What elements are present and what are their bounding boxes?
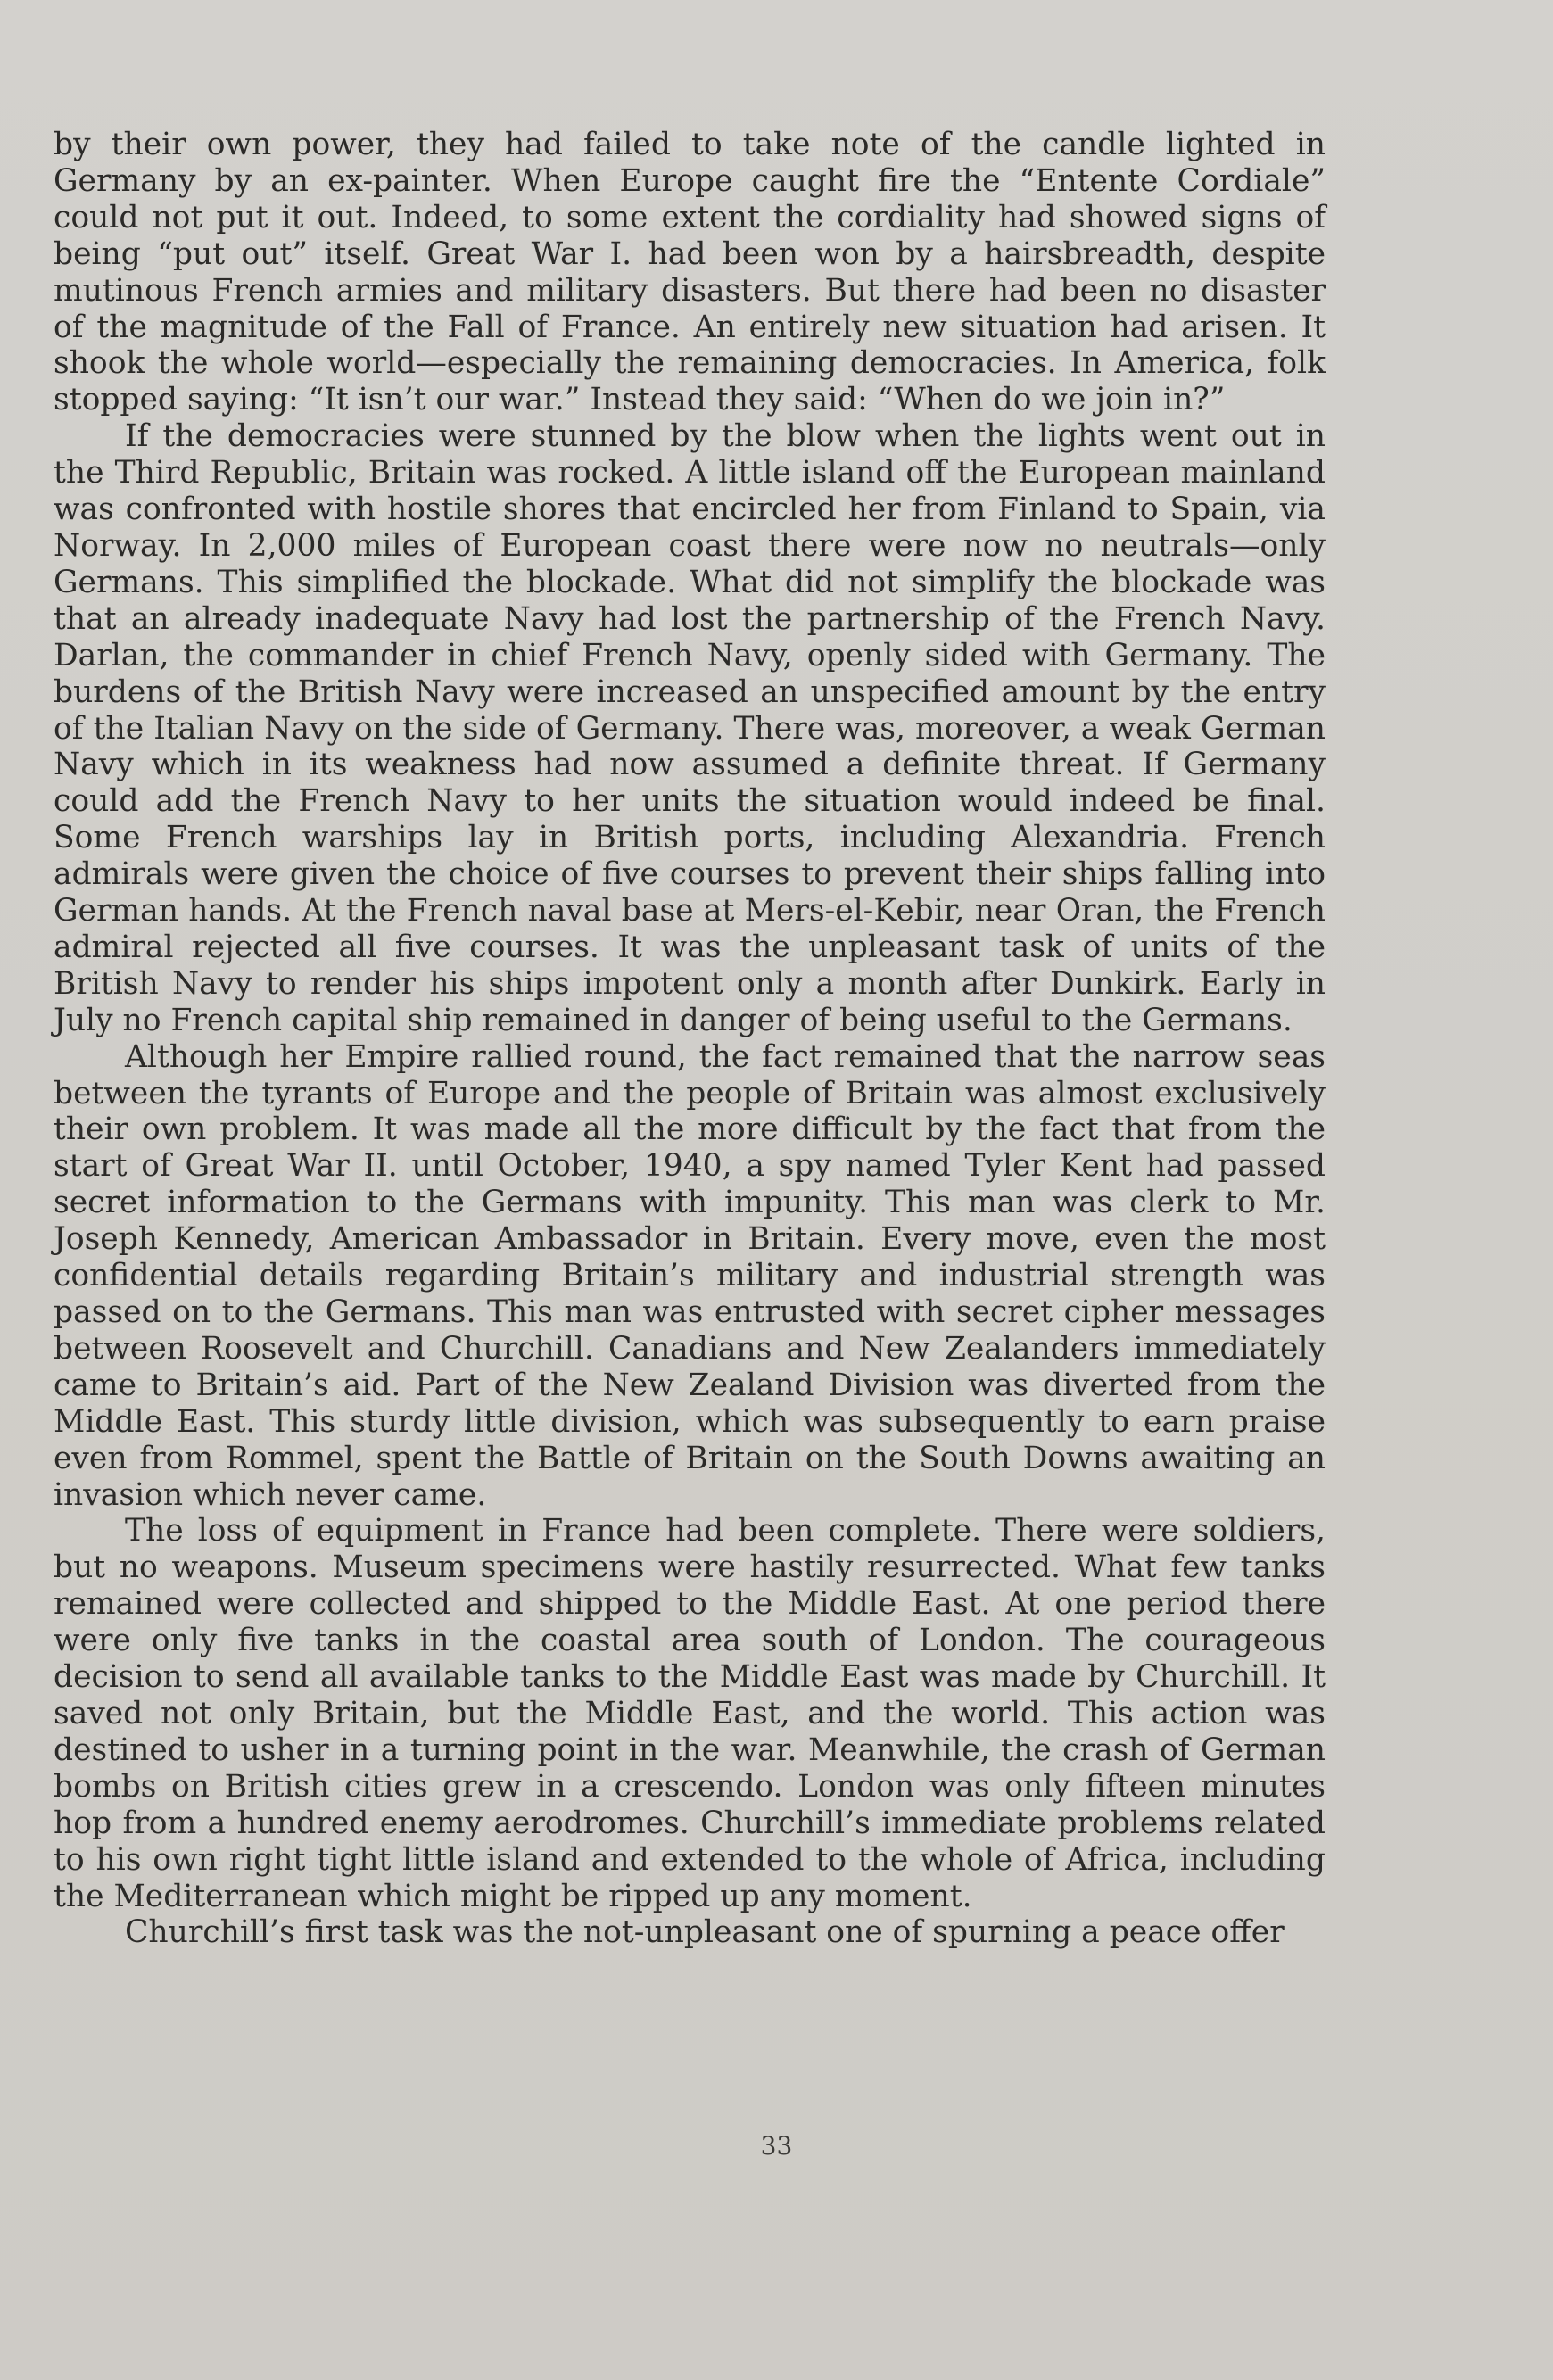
paragraph-empire: Although her Empire rallied round, the fact remained that the narrow seas between the tyrants of Europe and the people of Britain was almost exclusively their own problem. It was made all the more difficult by the fact that from the start of Great War II. until October, 1940, a spy named Tyler Kent had passed secret information to the Germans with impunity. This man was clerk to Mr. Joseph Kennedy, American Ambassador in Britain. Every move, even the most confidential details regarding Britain’s military and industrial strength was passed on to the Germans. This man was entrusted with secret cipher messages between Roosevelt and Churchill. Canadians and New Zealanders immediately came to Britain’s aid. Part of the New Zealand Division was diverted from the Middle East. This sturdy little division, which was subsequently to earn praise even from Rommel, spent the Battle of Britain on the South Downs awaiting an invasion which never came.	[54, 1038, 1326, 1513]
paragraph-equipment: The loss of equipment in France had been complete. There were soldiers, but no weapons. Museum specimens were hastily resurrected. What few tanks remained were collected and shipped to the Middle East. At one period there were only five tanks in the coastal area south of London. The courageous decision to send all available tanks to the Middle East was made by Churchill. It saved not only Britain, but the Middle East, and the world. This action was destined to usher in a turning point in the war. Meanwhile, the crash of German bombs on British cities grew in a crescendo. London was only fifteen minutes hop from a hundred enemy aerodromes. Churchill’s immediate problems related to his own right tight little island and extended to the whole of Africa, including the Mediterranean which might be ripped up any moment.	[54, 1513, 1326, 1914]
paragraph-continued: by their own power, they had failed to take note of the candle lighted in Germany by an ex-painter. When Europe caught fire the “Entente Cordiale” could not put it out. Indeed, to some extent the cordiality had showed signs of being “put out” itself. Great War I. had been won by a hairsbreadth, despite mutinous French armies and military disasters. But there had been no disaster of the magnitude of the Fall of France. An entirely new situation had arisen. It shook the whole world—especially the remaining democracies. In America, folk stopped saying: “It isn’t our war.” Instead they said: “When do we join in?”	[54, 127, 1326, 418]
paragraph-peace-offer: Churchill’s first task was the not-unpleasant one of spurning a peace offer	[125, 1914, 1285, 1951]
paragraph-democracies: If the democracies were stunned by the blow when the lights went out in the Third Republic, Britain was rocked. A little island off the European mainland was confronted with hostile shores that encircled her from Finland to Spain, via Norway. In 2,000 miles of European coast there were now no neutrals—only Germans. This simplified the blockade. What did not simplify the blockade was that an already inadequate Navy had lost the partnership of the French Navy. Darlan, the commander in chief French Navy, openly sided with Germany. The burdens of the British Navy were increased an unspecified amount by the entry of the Italian Navy on the side of Germany. There was, moreover, a weak German Navy which in its weakness had now assumed a definite threat. If Germany could add the French Navy to her units the situation would indeed be final. Some French warships lay in British ports, including Alexandria. French admirals were given the choice of five courses to prevent their ships falling into German hands. At the French naval base at Mers-el-Kebir, near Oran, the French admiral rejected all five courses. It was the unpleasant task of units of the British Navy to render his ships impotent only a month after Dunkirk. Early in July no French capital ship remained in danger of being useful to the Germans.	[54, 418, 1326, 1038]
body-text	[54, 127, 1326, 1951]
page-number: 33	[760, 2131, 793, 2161]
